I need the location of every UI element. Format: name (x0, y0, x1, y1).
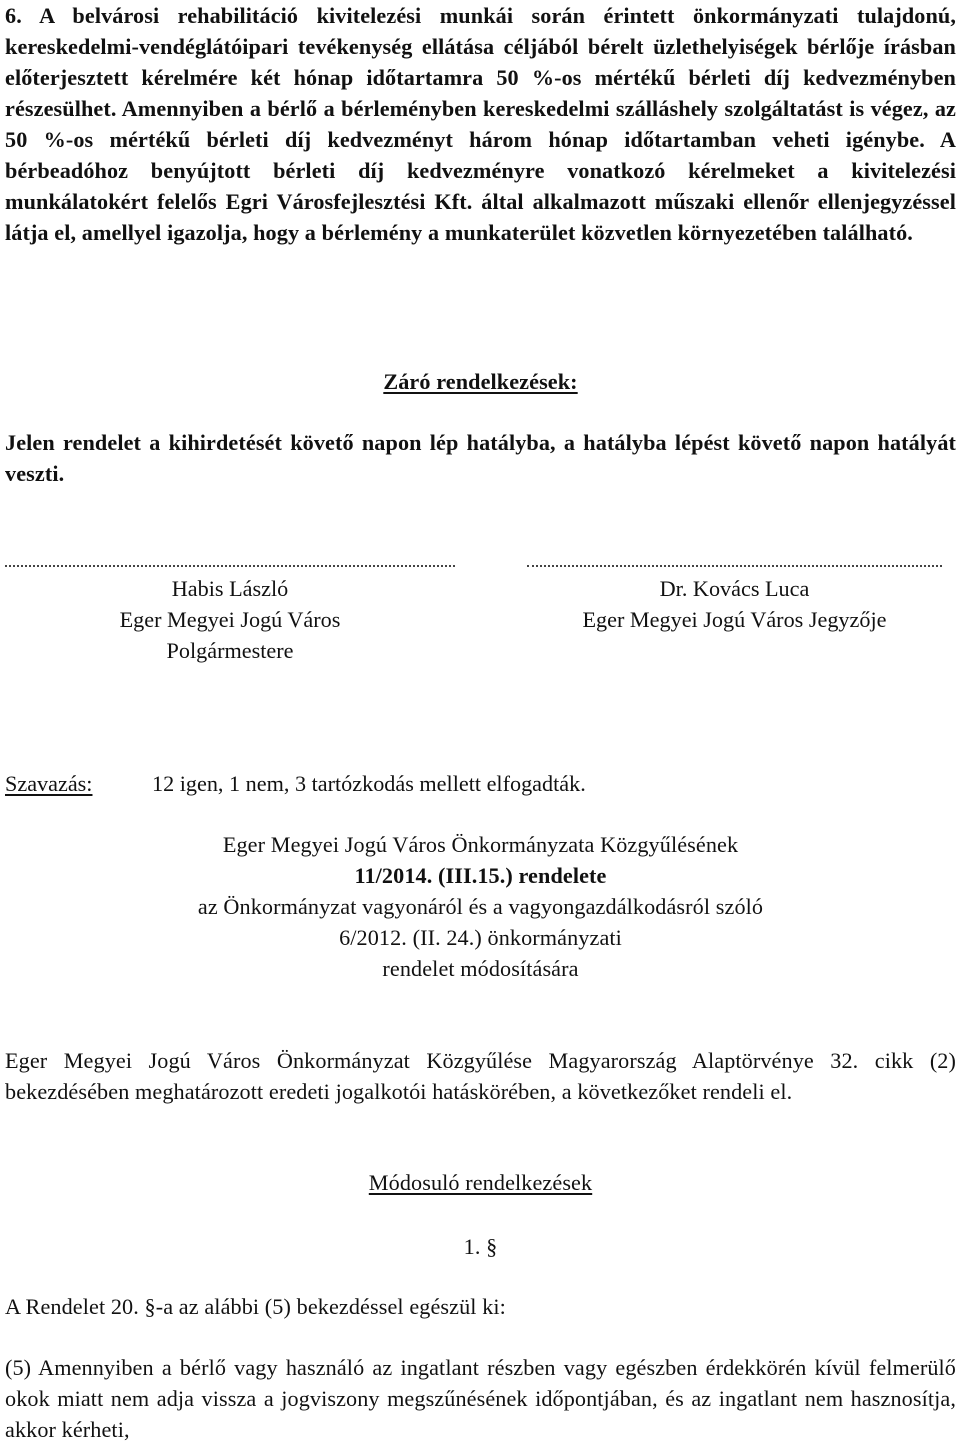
closing-heading: Záró rendelkezések: (383, 369, 578, 394)
signer-title-left-1: Eger Megyei Jogú Város (119, 607, 341, 632)
decree-title (5, 829, 956, 984)
section-number: 1. § (463, 1234, 498, 1259)
signature-block (5, 565, 956, 685)
decree-title-line2: 11/2014. (III.15.) rendelete (354, 863, 607, 888)
closing-text: Jelen rendelet a kihirdetését követő napon lép hatályba, a hatályba lépést követő napon hatályát veszti. (5, 430, 956, 486)
decree-title-line4: 6/2012. (II. 24.) önkormányzati (339, 925, 622, 950)
decree-title-line1: Eger Megyei Jogú Város Önkormányzata Közgyűlésének (222, 832, 739, 857)
signer-title-right-1: Eger Megyei Jogú Város Jegyzője (582, 607, 887, 632)
preamble: Eger Megyei Jogú Város Önkormányzat Közgyűlése Magyarország Alaptörvénye 32. cikk (2) bekezdésében meghatározott eredeti jogalkotói hatáskörében, a következőket rendeli el. (5, 1048, 956, 1104)
signature-line-left (5, 565, 455, 567)
signature-right (527, 565, 942, 635)
signer-title-left-2: Polgármestere (166, 638, 294, 663)
signer-name-left: Habis László (171, 576, 289, 601)
paragraph-5: (5) Amennyiben a bérlő vagy használó az ingatlant részben vagy egészben érdekkörén kívül felmerülő okok miatt nem adja vissza a jogviszony megszűnésének időpontjában, és az ingatlant nem hasznosítja, akkor kérheti, (5, 1355, 956, 1442)
decree-title-line3: az Önkormányzat vagyonáról és a vagyongazdálkodásról szóló (197, 894, 764, 919)
modifying-heading: Módosuló rendelkezések (368, 1170, 593, 1195)
decree-title-line5: rendelet módosítására (382, 956, 579, 981)
signature-left (5, 565, 455, 666)
amendment-intro: A Rendelet 20. §-a az alábbi (5) bekezdéssel egészül ki: (5, 1294, 506, 1319)
vote-text: 12 igen, 1 nem, 3 tartózkodás mellett elfogadták. (152, 771, 586, 796)
vote-label: Szavazás: (5, 771, 93, 796)
signer-name-right: Dr. Kovács Luca (659, 576, 810, 601)
paragraph-6: 6. A belvárosi rehabilitáció kivitelezési munkái során érintett önkormányzati tulajdonú, kereskedelmi-vendéglátóipari tevékenység ellátása céljából bérelt üzlethelyiségek bérlője írásban előterjesztett kérelmére két hónap időtartamra 50 %-os mértékű bérleti díj kedvezményben részesülhet. Amennyiben a bérlő a bérleményben kereskedelmi szálláshely szolgáltatást is végez, az 50 %-os mértékű bérleti díj kedvezményt három hónap időtartamban veheti igénybe. A bérbeadóhoz benyújtott bérleti díj kedvezményre vonatkozó kérelmeket a kivitelezési munkálatokért felelős Egri Városfejlesztési Kft. által alkalmazott műszaki ellenőr ellenjegyzéssel látja el, amellyel igazolja, hogy a bérlemény a munkaterület közvetlen környezetében található. (5, 3, 956, 245)
signature-line-right (527, 565, 942, 567)
